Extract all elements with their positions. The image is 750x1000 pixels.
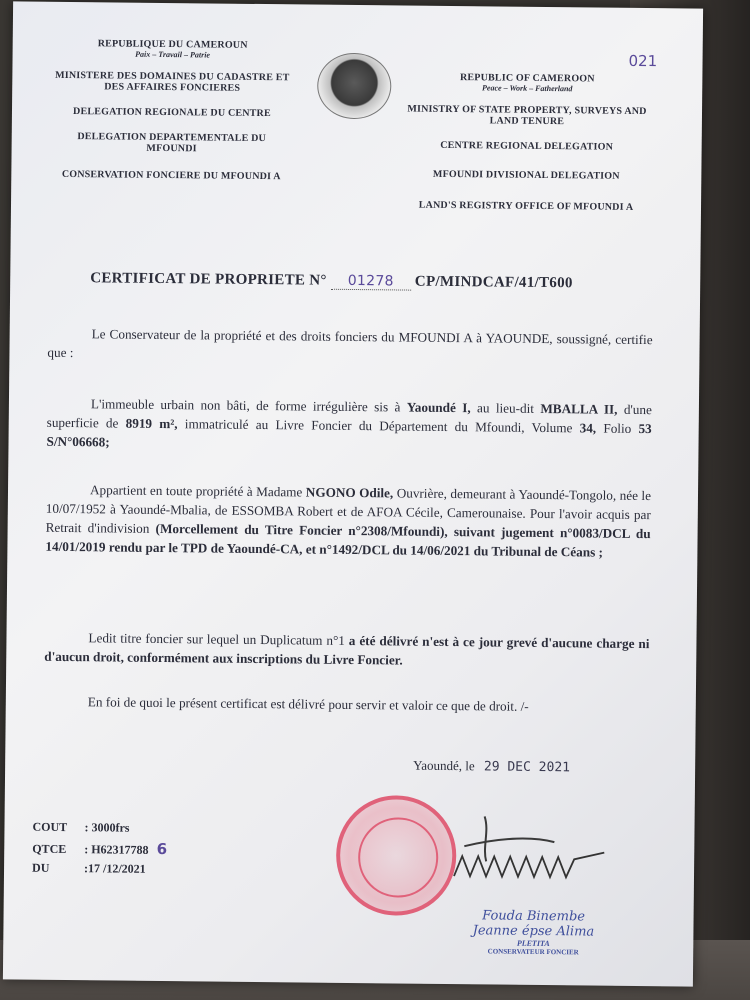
signature-name-2: Jeanne épse Alima: [472, 923, 595, 940]
header-right-ministry: MINISTRY OF STATE PROPERTY, SURVEYS AND LAND TENURE: [407, 103, 647, 128]
date-place: Yaoundé, le: [413, 757, 475, 774]
intro-paragraph: Le Conservateur de la propriété et des droits fonciers du MFOUNDI A à YAOUNDE, soussigné, certifie que :: [47, 326, 653, 361]
header-left-motto: Paix – Travail – Patrie: [135, 49, 211, 60]
header-right-country: REPUBLIC OF CAMEROON: [459, 72, 595, 85]
fee-qtce: [32, 839, 232, 859]
header-right-regional: CENTRE REGIONAL DELEGATION: [440, 139, 614, 153]
property-text-5: Folio: [596, 420, 639, 436]
title-suffix: CP/MINDCAF/41/T600: [414, 273, 573, 292]
certificate-document: [3, 1, 703, 986]
fee-cout-label: COUT: [32, 819, 68, 835]
property-text-2: au lieu-dit: [470, 400, 541, 416]
signature-block: [443, 908, 623, 957]
property-text-1: L'immeuble urbain non bâti, de forme irrégulière sis à: [90, 396, 407, 415]
fee-cout: [32, 820, 232, 837]
owner-text-1: Appartient en toute propriété à Madame: [89, 482, 306, 500]
header-left-conservation: CONSERVATION FONCIERE DU MFOUNDI A: [61, 168, 281, 183]
fee-du: [32, 861, 232, 878]
header-left-regional: DELEGATION REGIONALE DU CENTRE: [73, 106, 271, 120]
date-stamp: 29 DEC 2021: [483, 759, 571, 776]
page-number: 021: [628, 51, 658, 71]
charges-bold: a été délivré n'est à ce jour grevé d'aucune charge ni d'aucun droit, conformément aux inscriptions du Livre Foncier.: [44, 632, 650, 668]
fee-qtce-value: : H62317788: [84, 842, 149, 857]
title-number: 01278: [331, 273, 411, 291]
certificate-title: [90, 270, 670, 293]
header-left: [51, 38, 292, 183]
signature-title-1: PLETITA: [516, 938, 550, 949]
owner-name: NGONO Odile,: [305, 484, 394, 501]
coat-of-arms-icon: [317, 53, 392, 120]
header-left-country: REPUBLIQUE DU CAMEROUN: [97, 38, 248, 51]
fee-qtce-label: QTCE: [32, 841, 67, 857]
header-right: [406, 72, 647, 214]
charges-text: Ledit titre foncier sur lequel un Duplicatum n°1: [88, 630, 349, 648]
property-place: MBALLA II,: [540, 400, 618, 417]
signature-title-2: CONSERVATEUR FONCIER: [487, 947, 579, 957]
property-folio: 53 S/N°06668;: [46, 420, 652, 450]
header-right-motto: Peace – Work – Fatherland: [482, 83, 573, 94]
signature-scribble-icon: [444, 806, 615, 898]
header-right-registry: LAND'S REGISTRY OFFICE OF MFOUNDI A: [418, 199, 634, 213]
stamp-inner-ring: [358, 817, 439, 898]
official-stamp-icon: [336, 795, 457, 916]
header-right-divisional: MFOUNDI DIVISIONAL DELEGATION: [432, 168, 620, 182]
signature-name-1: Fouda Binembe: [482, 908, 586, 925]
header-left-departmental: DELEGATION DEPARTEMENTALE DU MFOUNDI: [77, 131, 267, 155]
title-prefix: CERTIFICAT DE PROPRIETE N°: [90, 270, 327, 289]
property-volume: 34,: [579, 420, 597, 436]
date-line: [413, 758, 570, 776]
owner-paragraph: [45, 480, 651, 562]
property-city: Yaoundé I,: [406, 399, 471, 416]
property-area: 8919 m²,: [125, 415, 178, 432]
owner-judgement: (Morcellement du Titre Foncier n°2308/Mfoundi), suivant jugement n°0083/DCL du 14/01/2019 rendu par le TPD de Yaoundé-CA, et n°1492/DCL du 14/06/2021 du Tribunal de Céans ;: [45, 520, 651, 560]
property-text-3: d'une superficie de: [46, 401, 652, 431]
charges-paragraph: [44, 628, 649, 672]
owner-text-2: Ouvrière, demeurant à Yaoundé-Tongolo, née le 10/07/1952 à Yaoundé-Mbalia, de ESSOMBA Robert et de AFOA Cécile, Camerounaise. Pour l'avoir acquis par Retrait d'indivision: [45, 485, 652, 536]
header-left-ministry: MINISTERE DES DOMAINES DU CADASTRE ET DES AFFAIRES FONCIERES: [55, 69, 290, 94]
fees-block: [32, 820, 233, 878]
property-text-4: immatriculé au Livre Foncier du Département du Mfoundi, Volume: [177, 416, 580, 436]
closing-paragraph: En foi de quoi le présent certificat est délivré pour servir et valoir ce que de droit. /-: [87, 694, 529, 714]
property-paragraph: [46, 394, 652, 457]
fee-du-value: :17 /12/2021: [83, 861, 146, 876]
fee-qtce-mark: 6: [156, 839, 168, 859]
fee-cout-value: : 3000frs: [84, 820, 130, 835]
fee-du-label: DU: [31, 860, 50, 875]
